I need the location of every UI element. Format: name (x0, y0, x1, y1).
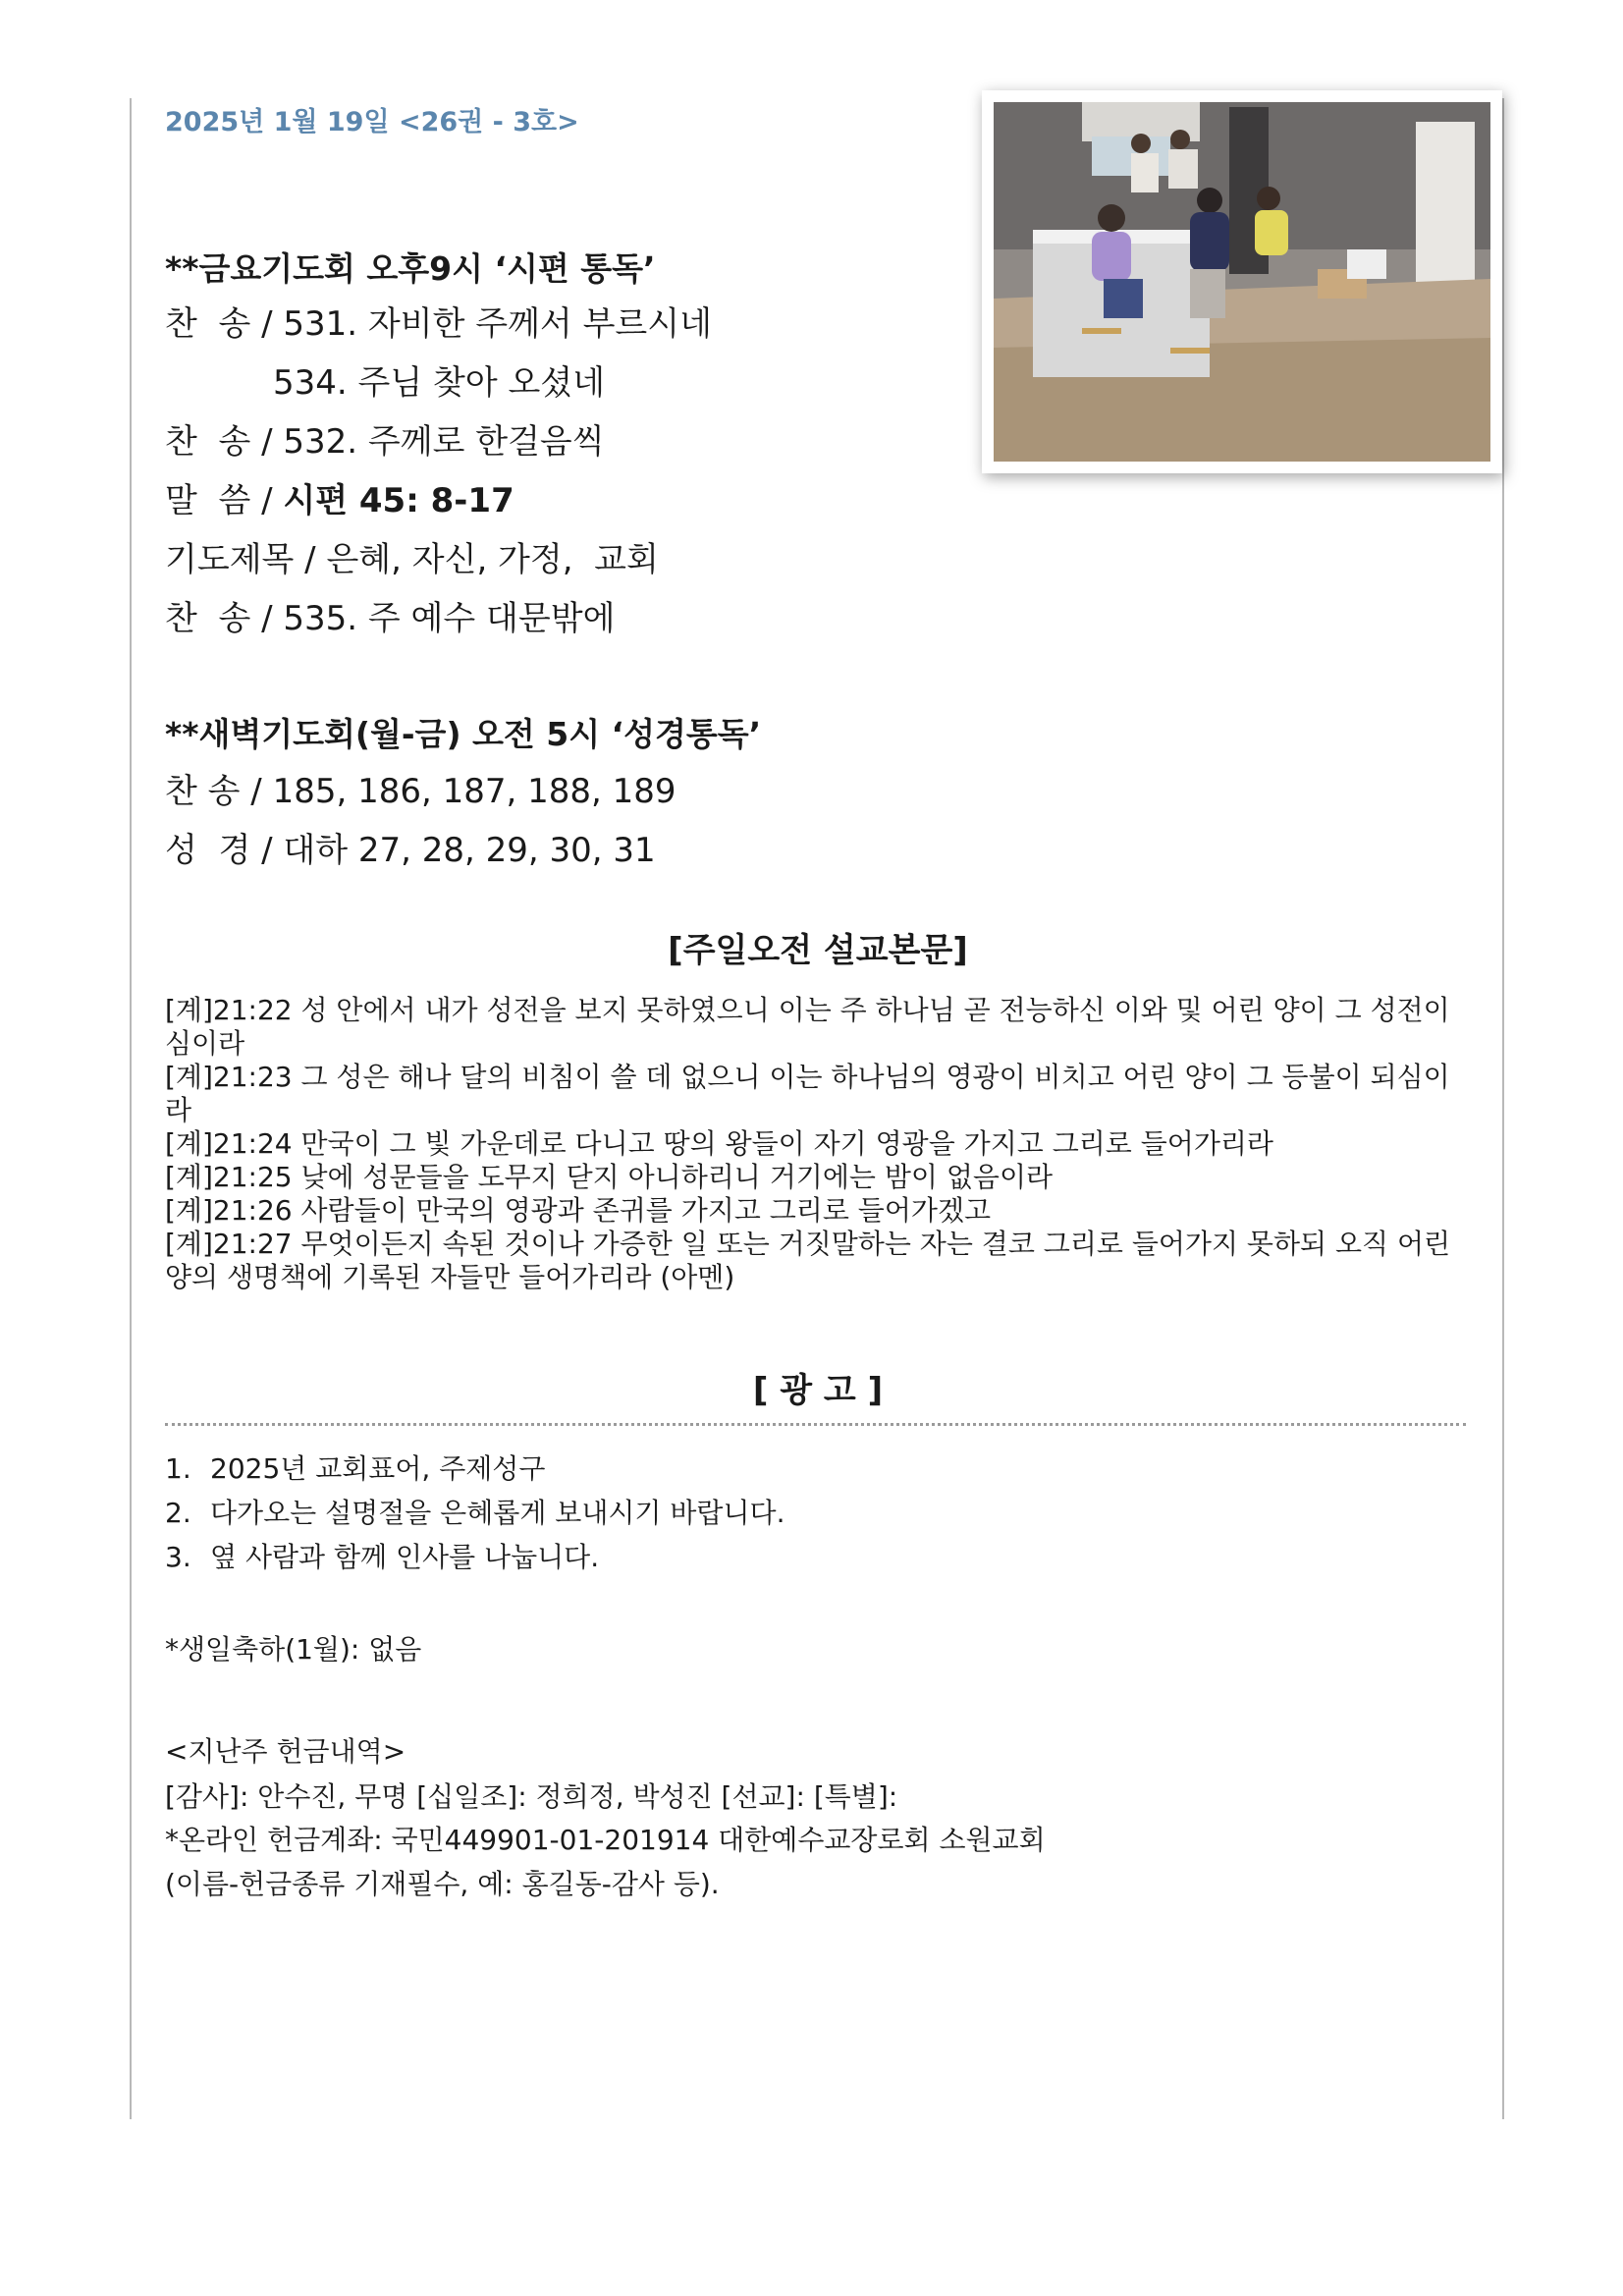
verse-21-22: [계]21:22 성 안에서 내가 성전을 보지 못하였으니 이는 주 하나님 곧 전능하신 이와 및 어린 양이 그 성전이심이라 (165, 994, 1450, 1060)
line-label: 찬 송 / (165, 304, 284, 344)
line-label: 찬 송 / (165, 422, 284, 462)
issue-date: 2025년 1월 19일 <26권 - 3호> (165, 107, 579, 137)
verse-21-26: [계]21:26 사람들이 만국의 영광과 존귀를 가지고 그리로 들어가겠고 (165, 1194, 992, 1227)
offering-names: [감사]: 안수진, 무명 [십일조]: 정희정, 박성진 [선교]: [특별]: (165, 1780, 898, 1813)
sermon-verses (165, 994, 1471, 1294)
group-photo-icon (994, 102, 1490, 462)
list-item (165, 1535, 784, 1579)
verse-21-27: [계]21:27 무엇이든지 속된 것이나 가증한 일 또는 거짓말하는 자는 결코 그리로 들어가지 못하되 오직 어린 양의 생명책에 기록된 자들만 들어가리라 (아멘) (165, 1228, 1451, 1293)
friday-line-4 (165, 473, 514, 521)
friday-line-5 (165, 532, 659, 580)
friday-line-1 (165, 297, 712, 345)
dawn-prayer-title: **새벽기도회(월-금) 오전 5시 ‘성경통독’ (165, 715, 762, 753)
left-margin-rule (130, 98, 132, 2119)
sermon-title: [주일오전 설교본문] (668, 931, 968, 970)
offering-title: <지난주 헌금내역> (165, 1735, 406, 1768)
friday-line-2 (273, 355, 605, 404)
announcement-list (165, 1447, 784, 1579)
item-number: 2. (165, 1497, 191, 1529)
announcements-title: [ 광 고 ] (752, 1371, 884, 1410)
offering-note: (이름-헌금종류 기재필수, 예: 홍길동-감사 등). (165, 1868, 720, 1900)
list-item (165, 1491, 784, 1535)
line-label: 찬 송 / (165, 772, 273, 811)
line-text: 531. 자비한 주께서 부르시네 (283, 304, 712, 344)
item-number: 1. (165, 1452, 191, 1485)
line-label: 말 씀 / (165, 481, 284, 520)
item-text: 2025년 교회표어, 주제성구 (210, 1452, 546, 1485)
verse-21-25: [계]21:25 낮에 성문들을 도무지 닫지 아니하리니 거기에는 밤이 없음이라 (165, 1161, 1054, 1193)
item-text: 다가오는 설명절을 은혜롭게 보내시기 바랍니다. (210, 1497, 785, 1529)
online-account: *온라인 헌금계좌: 국민449901-01-201914 대한예수교장로회 소원교회 (165, 1824, 1046, 1856)
item-number: 3. (165, 1541, 191, 1573)
verse-21-23: [계]21:23 그 성은 해나 달의 비침이 쓸 데 없으니 이는 하나님의 영광이 비치고 어린 양이 그 등불이 되심이라 (165, 1061, 1450, 1126)
line-label: 기도제목 / (165, 540, 327, 579)
friday-line-6 (165, 591, 615, 639)
line-text: 은혜, 자신, 가정, 교회 (326, 540, 659, 579)
group-photo (982, 90, 1502, 473)
line-label: 성 경 / (165, 831, 284, 870)
line-text: 532. 주께로 한걸음씩 (283, 422, 605, 462)
dawn-line-1 (165, 764, 676, 812)
dawn-line-2 (165, 823, 656, 871)
line-text: 534. 주님 찾아 오셨네 (273, 363, 606, 403)
line-text: 185, 186, 187, 188, 189 (272, 772, 676, 811)
list-item (165, 1447, 784, 1491)
friday-prayer-title: **금요기도회 오후9시 ‘시편 통독’ (165, 249, 656, 288)
right-margin-rule (1502, 98, 1504, 2119)
line-text: 대하 27, 28, 29, 30, 31 (283, 831, 656, 870)
friday-line-3 (165, 414, 605, 463)
birthday-notice: *생일축하(1월): 없음 (165, 1633, 422, 1666)
line-label: 찬 송 / (165, 599, 284, 638)
item-text: 옆 사람과 함께 인사를 나눕니다. (210, 1541, 600, 1573)
verse-21-24: [계]21:24 만국이 그 빛 가운데로 다니고 땅의 왕들이 자기 영광을 가지고 그리로 들어가리라 (165, 1127, 1273, 1160)
line-text: 535. 주 예수 대문밖에 (283, 599, 616, 638)
scripture-reference: 시편 45: 8-17 (283, 481, 514, 520)
dotted-divider (165, 1423, 1466, 1426)
